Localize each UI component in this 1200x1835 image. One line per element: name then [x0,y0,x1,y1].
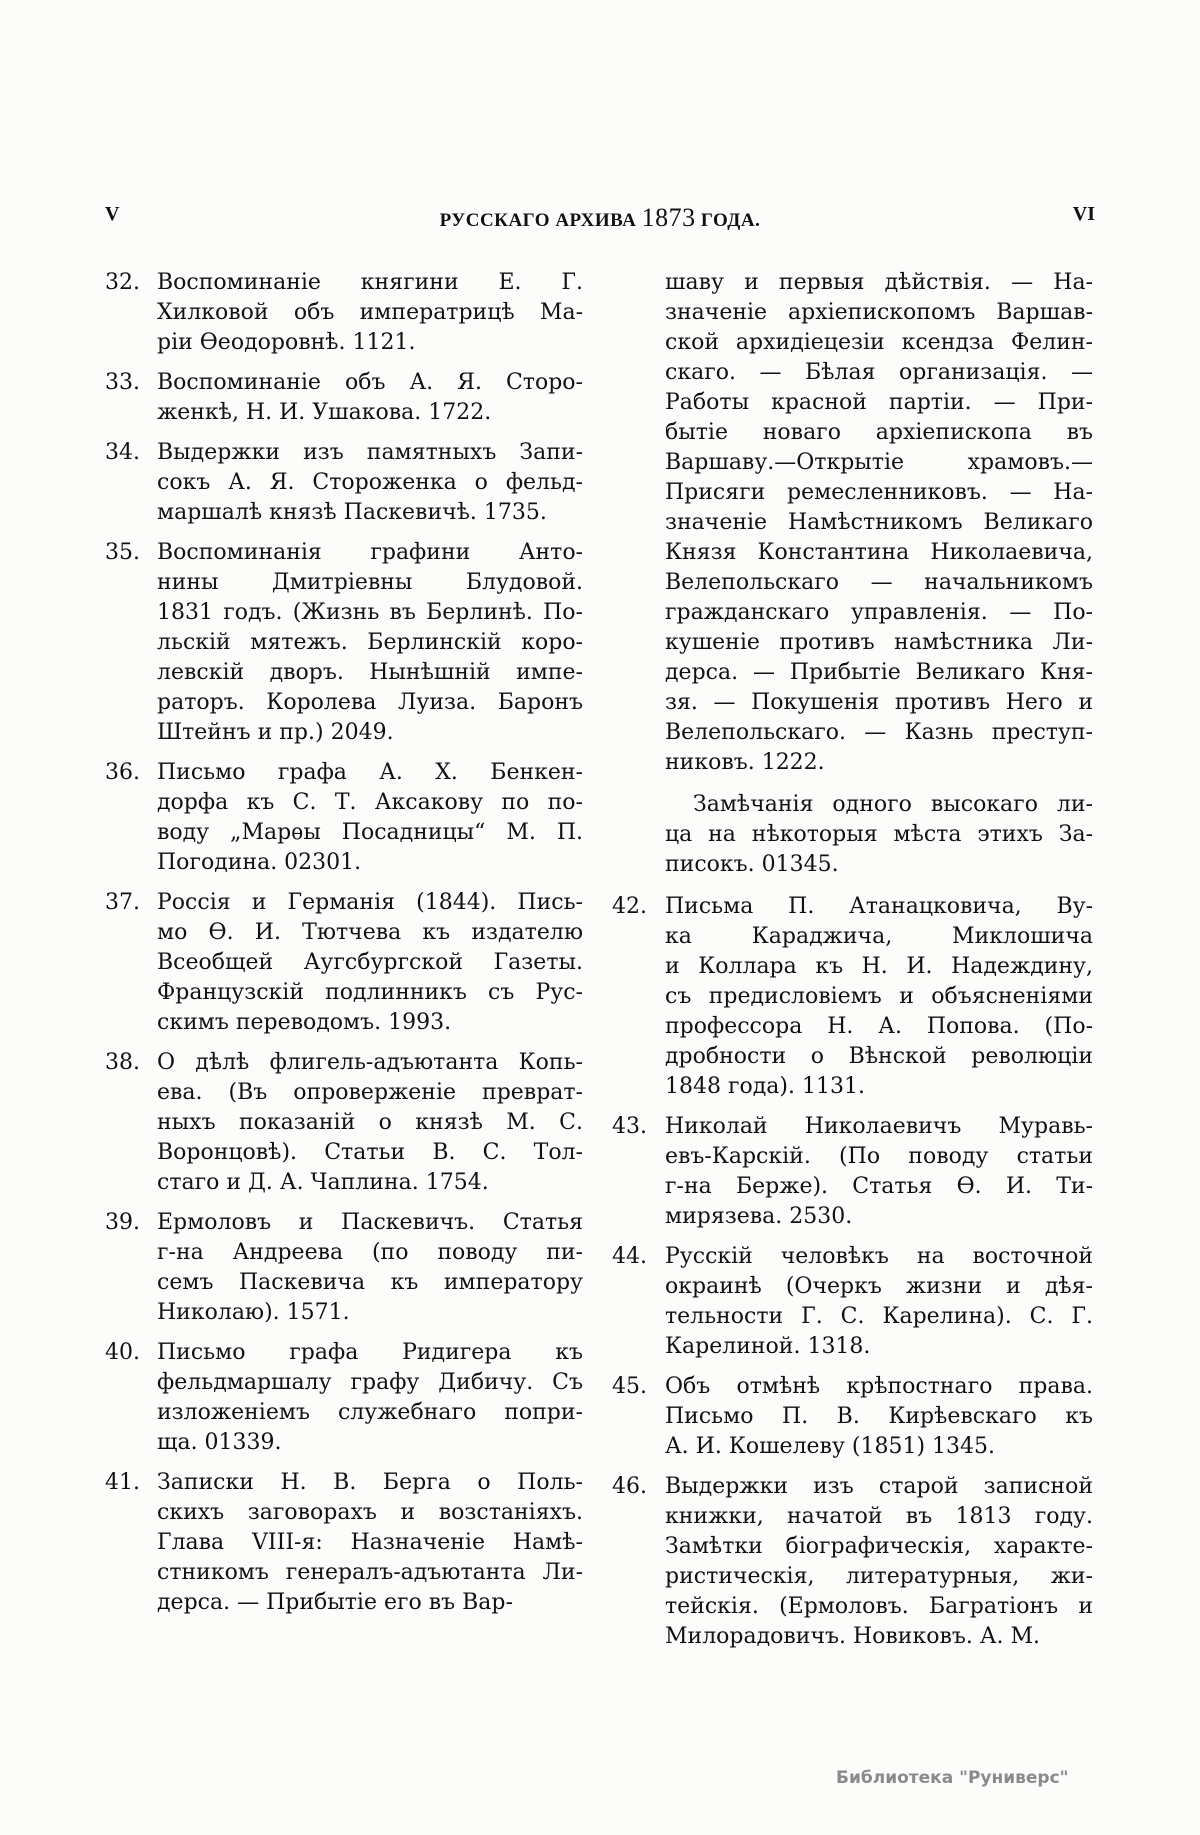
text-line: Замѣтки біографическія, характе- [665,1534,1093,1559]
text-line: Велепольскаго. — Казнь преступ- [665,720,1093,745]
text-line: Милорадовичъ. Новиковъ. А. М. [665,1624,1040,1649]
text-line: кушеніе противъ намѣстника Ли- [665,630,1093,655]
text-line: Объ отмѣнѣ крѣпостнаго права. [665,1374,1093,1399]
text-line: значеніе архіепископомъ Варшав- [665,300,1093,325]
library-watermark: Библиотека "Руниверс" [836,1768,1069,1788]
left-column [105,268,583,1628]
entry-number: 37. [105,890,140,915]
entry-number: 45. [612,1374,647,1399]
text-line: Россія и Германія (1844). Пись- [157,890,583,915]
text-line: семъ Паскевича къ императору [157,1270,583,1295]
toc-entry [105,1208,583,1328]
toc-entry [612,1372,1093,1462]
running-title-text: РУССКАГО АРХИВА [439,210,642,231]
text-line: г-на Берже). Статья Ѳ. И. Ти- [665,1174,1093,1199]
text-line: окраинѣ (Очеркъ жизни и дѣя- [665,1274,1093,1299]
running-header [105,203,1095,233]
text-line: ской архидіецезіи ксендза Фелин- [665,330,1093,355]
entry-number: 44. [612,1244,647,1269]
text-line: г-на Андреева (по поводу пи- [157,1240,583,1265]
text-line: скимъ переводомъ. 1993. [157,1010,452,1035]
text-line: Выдержки изъ памятныхъ Запи- [157,440,583,465]
text-line: Письмо П. В. Кирѣевскаго къ [665,1404,1093,1429]
text-line: никовъ. 1222. [665,750,825,775]
right-column [612,268,1093,1662]
text-line: А. И. Кошелеву (1851) 1345. [665,1434,996,1459]
text-line: маршалѣ князѣ Паскевичѣ. 1735. [157,500,547,525]
text-line: Хилковой объ императрицѣ Ма- [157,300,583,325]
text-line: книжки, начатой въ 1813 году. [665,1504,1093,1529]
entry-number: 39. [105,1210,140,1235]
text-line: воду „Марѳы Посадницы“ М. П. [157,820,583,845]
text-line: стникомъ генералъ-адъютанта Ли- [157,1560,583,1585]
text-line: ристическія, литературныя, жи- [665,1564,1093,1589]
text-line: бытіе новаго архіепископа въ [665,420,1093,445]
text-line: фельдмаршалу графу Дибичу. Съ [157,1370,583,1395]
text-line: шаву и первыя дѣйствія. — На- [665,270,1093,295]
text-line: дерса. — Прибытіе его въ Вар- [157,1590,513,1615]
text-line: Всеобщей Аугсбургской Газеты. [157,950,583,975]
text-line: скаго. — Бѣлая организація. — [665,360,1093,385]
toc-entry [105,888,583,1038]
toc-entry [105,1048,583,1198]
text-line: ка Караджича, Миклошича [665,924,1093,949]
text-line: дерса. — Прибытіе Великаго Кня- [665,660,1093,685]
toc-entry [105,268,583,358]
text-line: сокъ А. Я. Стороженка о фельд- [157,470,583,495]
text-line: Ермоловъ и Паскевичъ. Статья [157,1210,583,1235]
running-title-year: 1873 [641,203,696,232]
text-line: дробности о Вѣнской революціи [665,1044,1093,1069]
toc-entry [105,368,583,428]
text-line: Князя Константина Николаевича, [665,540,1093,565]
text-line: ріи Ѳеодоровнѣ. 1121. [157,330,416,355]
text-line: Карелиной. 1318. [665,1334,871,1359]
text-line: нины Дмитріевны Блудовой. [157,570,583,595]
toc-entry [105,1338,583,1458]
text-line: раторъ. Королева Луиза. Баронъ [157,690,583,715]
text-line: значеніе Намѣстникомъ Великаго [665,510,1093,535]
text-line: и Коллара къ Н. И. Надеждину, [665,954,1093,979]
text-line: гражданскаго управленія. — По- [665,600,1093,625]
entry-number: 33. [105,370,140,395]
page-number-right: VI [1072,203,1095,225]
text-line: скихъ заговорахъ и возстаніяхъ. [157,1500,583,1525]
toc-entry [105,1468,583,1618]
text-line: мо Ѳ. И. Тютчева къ издателю [157,920,583,945]
text-line: стаго и Д. А. Чаплина. 1754. [157,1170,489,1195]
right-entries [612,892,1093,1652]
entry-41-continuation [612,268,1093,778]
text-line: мирязева. 2530. [665,1204,853,1229]
text-line: Письмо графа Ридигера къ [157,1340,583,1365]
entry-number: 38. [105,1050,140,1075]
text-line: ца на нѣкоторыя мѣста этихъ За- [665,822,1093,847]
text-line: Записки Н. В. Берга о Поль- [157,1470,583,1495]
entry-number: 32. [105,270,140,295]
toc-entry [612,1242,1093,1362]
text-line: Присяги ремесленниковъ. — На- [665,480,1093,505]
toc-entry [105,538,583,748]
entry-number: 40. [105,1340,140,1365]
text-line: О дѣлѣ флигель-адъютанта Копь- [157,1050,583,1075]
text-line: Николаю). 1571. [157,1300,350,1325]
text-line: профессора Н. А. Попова. (По- [665,1014,1093,1039]
text-line: изложеніемъ служебнаго попри- [157,1400,583,1425]
text-line: Воспоминаніе княгини Е. Г. [157,270,583,295]
text-line: Письмо графа А. Х. Бенкен- [157,760,583,785]
entry-number: 46. [612,1474,647,1499]
text-line: ныхъ показаній о князѣ М. С. [157,1110,583,1135]
entry-number: 43. [612,1114,647,1139]
toc-entry [612,892,1093,1102]
text-line: Николай Николаевичъ Муравь- [665,1114,1093,1139]
entry-number: 36. [105,760,140,785]
text-line: Выдержки изъ старой записной [665,1474,1093,1499]
text-line: Замѣчанія одного высокаго ли- [693,792,1093,817]
entry-number: 41. [105,1470,140,1495]
text-line: женкѣ, Н. И. Ушакова. 1722. [157,400,492,425]
toc-entry [612,1472,1093,1652]
text-line: Работы красной партіи. — При- [665,390,1093,415]
text-line: ща. 01339. [157,1430,282,1455]
toc-entry [105,438,583,528]
page-number-left: V [105,203,120,225]
text-line: Письма П. Атанацковича, Ву- [665,894,1093,919]
text-line: Французскій подлинникъ съ Рус- [157,980,583,1005]
text-line: льскій мятежъ. Берлинскій коро- [157,630,583,655]
text-line: зя. — Покушенія противъ Него и [665,690,1093,715]
entry-41-note [612,790,1093,880]
text-line: 1831 годъ. (Жизнь въ Берлинѣ. По- [157,600,583,625]
text-line: Глава VIII-я: Назначеніе Намѣ- [157,1530,583,1555]
text-line: Велепольскаго — начальникомъ [665,570,1093,595]
running-title [105,203,1095,233]
text-line: Воспоминаніе объ А. Я. Сторо- [157,370,583,395]
running-title-suffix: ГОДА. [695,210,761,231]
text-line: тейскія. (Ермоловъ. Багратіонъ и [665,1594,1093,1619]
text-line: тельности Г. С. Карелина). С. Г. [665,1304,1093,1329]
text-line: писокъ. 01345. [665,852,839,877]
text-line: Штейнъ и пр.) 2049. [157,720,394,745]
text-line: 1848 года). 1131. [665,1074,865,1099]
text-line: дорфа къ С. Т. Аксакову по по- [157,790,583,815]
entry-number: 42. [612,894,647,919]
text-line: евъ-Карскій. (По поводу статьи [665,1144,1093,1169]
entry-number: 34. [105,440,140,465]
text-line: Погодина. 02301. [157,850,362,875]
entry-number: 35. [105,540,140,565]
text-line: левскій дворъ. Нынѣшній импе- [157,660,583,685]
toc-entry [105,758,583,878]
text-line: Варшаву.—Открытіе храмовъ.— [665,450,1093,475]
text-line: ева. (Въ опроверженіе преврат- [157,1080,583,1105]
text-line: съ предисловіемъ и объясненіями [665,984,1093,1009]
text-line: Воронцовѣ). Статьи В. С. Тол- [157,1140,583,1165]
toc-entry [612,1112,1093,1232]
text-line: Воспоминанія графини Анто- [157,540,583,565]
text-line: Русскій человѣкъ на восточной [665,1244,1093,1269]
